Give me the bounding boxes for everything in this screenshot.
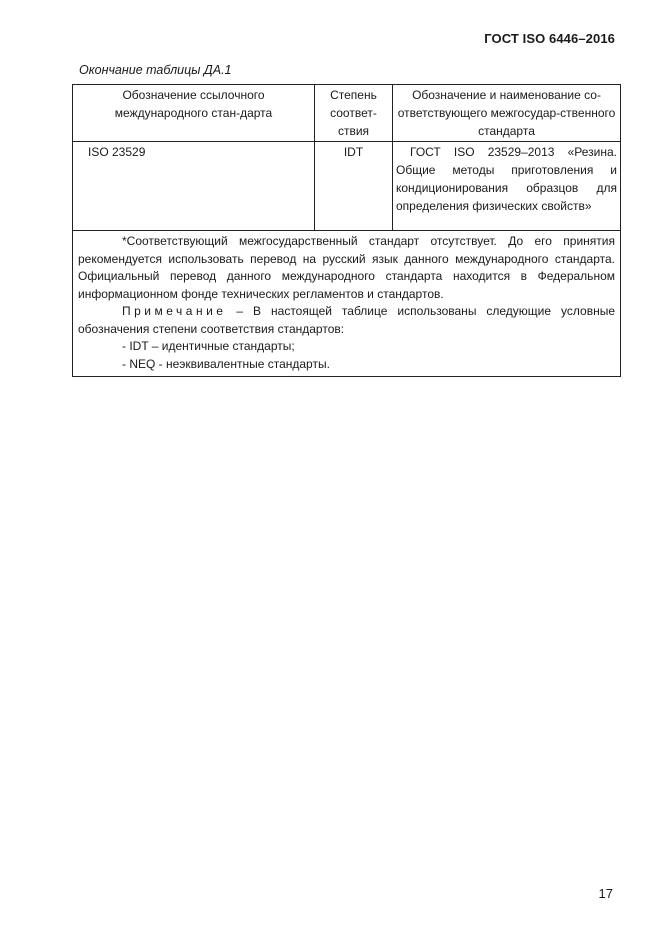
correspondence-table: [72, 84, 621, 377]
column-header-degree: Степень соответ-ствия: [315, 85, 393, 142]
column-header-national-standard: Обозначение и наименование со-ответствующего межгосудар-ственного стандарта: [393, 85, 621, 142]
table-notes-row: [73, 231, 621, 377]
notes-cell: [73, 231, 621, 377]
note-paragraph: [78, 303, 615, 338]
note-text: – В настоящей таблице использованы следующие условные обозначения степени соответствия стандартов:: [78, 304, 615, 336]
document-header: ГОСТ ISO 6446–2016: [484, 31, 615, 46]
column-header-ref-standard: Обозначение ссылочного международного стан-дарта: [73, 85, 315, 142]
table-caption: Окончание таблицы ДА.1: [79, 63, 232, 77]
page-number: 17: [598, 886, 613, 901]
table-header-row: [73, 85, 621, 142]
footnote-text: *Соответствующий межгосударственный стандарт отсутствует. До его принятия рекомендуется использовать перевод на русский язык данного международного стандарта. Официальный перевод данного международного стандарта находится в Федеральном информационном фонде технических регламентов и стандартов.: [78, 234, 615, 301]
note-label: Примечание: [122, 304, 227, 318]
cell-ref-standard: ISO 23529: [73, 142, 315, 231]
cell-degree: IDT: [315, 142, 393, 231]
legend-item-neq: - NEQ - неэквивалентные стандарты.: [122, 356, 330, 371]
table-row: [73, 142, 621, 231]
legend-item-idt: - IDT – идентичные стандарты;: [122, 339, 295, 353]
cell-national-standard: ГОСТ ISO 23529–2013 «Резина. Общие методы приготовления и кондиционирования образцов для определения физических свойств»: [393, 142, 621, 231]
